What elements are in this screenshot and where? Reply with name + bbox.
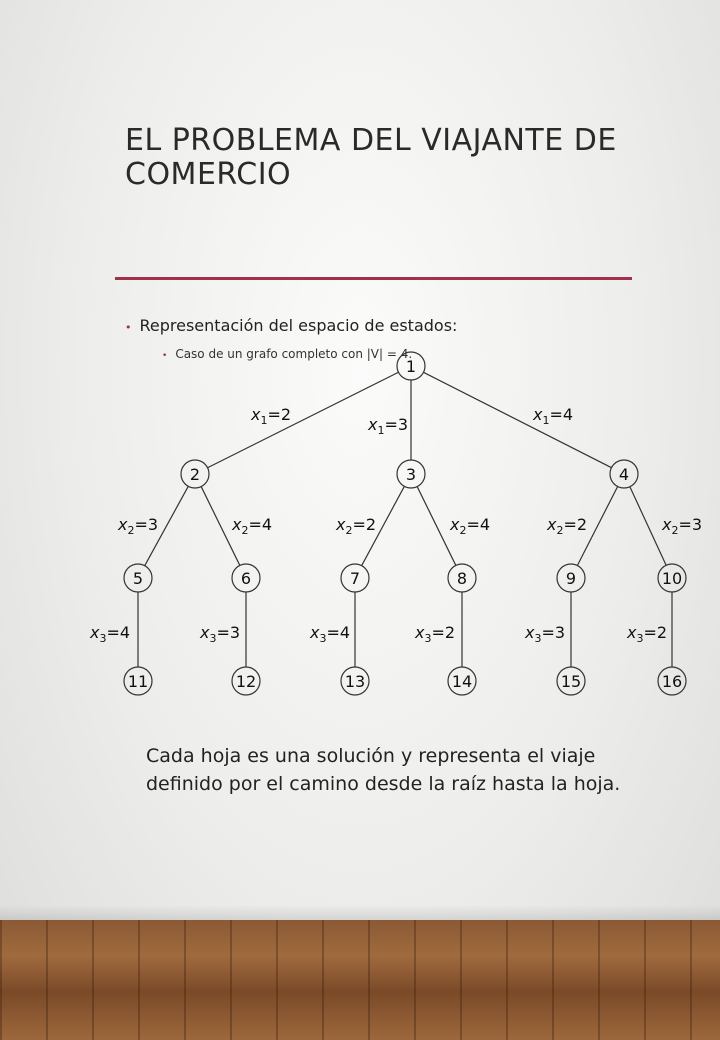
bullet-dot-icon: • bbox=[125, 321, 132, 334]
edge-label-10-16: $x_3=2$ bbox=[627, 623, 668, 645]
edge-label-2-5: $x_2=3$ bbox=[118, 515, 159, 537]
tree-node-label: 13 bbox=[344, 672, 366, 691]
edge-label-8-14: $x_3=2$ bbox=[415, 623, 456, 645]
tree-node-2 bbox=[181, 460, 209, 488]
tree-node-label: 2 bbox=[189, 465, 201, 484]
tree-node-label: 7 bbox=[349, 569, 361, 588]
wooden-floor bbox=[0, 920, 720, 1040]
tree-node-label: 1 bbox=[405, 357, 417, 376]
slide-title: EL PROBLEMA DEL VIAJANTE DE COMERCIO bbox=[125, 123, 617, 192]
tree-edge-4-10 bbox=[630, 487, 666, 566]
tree-node-label: 15 bbox=[560, 672, 582, 691]
tree-node-15 bbox=[557, 667, 585, 695]
caption-text: Cada hoja es una solución y representa el viaje definido por el camino desde la raíz hasta la hoja. bbox=[146, 745, 621, 795]
edge-label-1-4: $x_1=4$ bbox=[533, 405, 574, 427]
tree-node-3 bbox=[397, 460, 425, 488]
tree-node-11 bbox=[124, 667, 152, 695]
tree-node-label: 8 bbox=[456, 569, 468, 588]
tree-node-16 bbox=[658, 667, 686, 695]
tree-node-13 bbox=[341, 667, 369, 695]
edge-label-1-3: $x_1=3$ bbox=[368, 415, 409, 437]
tree-node-label: 12 bbox=[235, 672, 257, 691]
edge-label-1-2: $x_1=2$ bbox=[251, 405, 292, 427]
bullet-level1-text: Representación del espacio de estados: bbox=[139, 316, 458, 335]
tree-edge-1-4 bbox=[423, 372, 611, 467]
tree-node-10 bbox=[658, 564, 686, 592]
tree-node-label: 9 bbox=[565, 569, 577, 588]
edge-label-4-9: $x_2=2$ bbox=[547, 515, 588, 537]
tree-node-5 bbox=[124, 564, 152, 592]
tree-node-label: 11 bbox=[127, 672, 149, 691]
tree-node-label: 10 bbox=[661, 569, 683, 588]
bullet-level2-text: Caso de un grafo completo con |V| = 4. bbox=[175, 347, 413, 361]
edge-label-4-10: $x_2=3$ bbox=[662, 515, 703, 537]
tree-node-9 bbox=[557, 564, 585, 592]
edge-label-5-11: $x_3=4$ bbox=[90, 623, 131, 645]
tree-node-label: 14 bbox=[451, 672, 473, 691]
tree-node-4 bbox=[610, 460, 638, 488]
tree-node-label: 6 bbox=[240, 569, 252, 588]
tree-node-12 bbox=[232, 667, 260, 695]
tree-node-8 bbox=[448, 564, 476, 592]
tree-node-label: 5 bbox=[132, 569, 144, 588]
edge-label-9-15: $x_3=3$ bbox=[525, 623, 566, 645]
tree-node-label: 4 bbox=[618, 465, 630, 484]
tree-node-7 bbox=[341, 564, 369, 592]
tree-node-6 bbox=[232, 564, 260, 592]
edge-label-2-6: $x_2=4$ bbox=[232, 515, 273, 537]
edge-label-3-7: $x_2=2$ bbox=[336, 515, 377, 537]
tree-node-14 bbox=[448, 667, 476, 695]
edge-label-7-13: $x_3=4$ bbox=[310, 623, 351, 645]
edge-label-3-8: $x_2=4$ bbox=[450, 515, 491, 537]
tree-node-1 bbox=[397, 352, 425, 380]
edge-label-6-12: $x_3=3$ bbox=[200, 623, 241, 645]
bullet-dot-icon: • bbox=[162, 351, 168, 361]
tree-node-label: 3 bbox=[405, 465, 417, 484]
tree-node-label: 16 bbox=[661, 672, 683, 691]
